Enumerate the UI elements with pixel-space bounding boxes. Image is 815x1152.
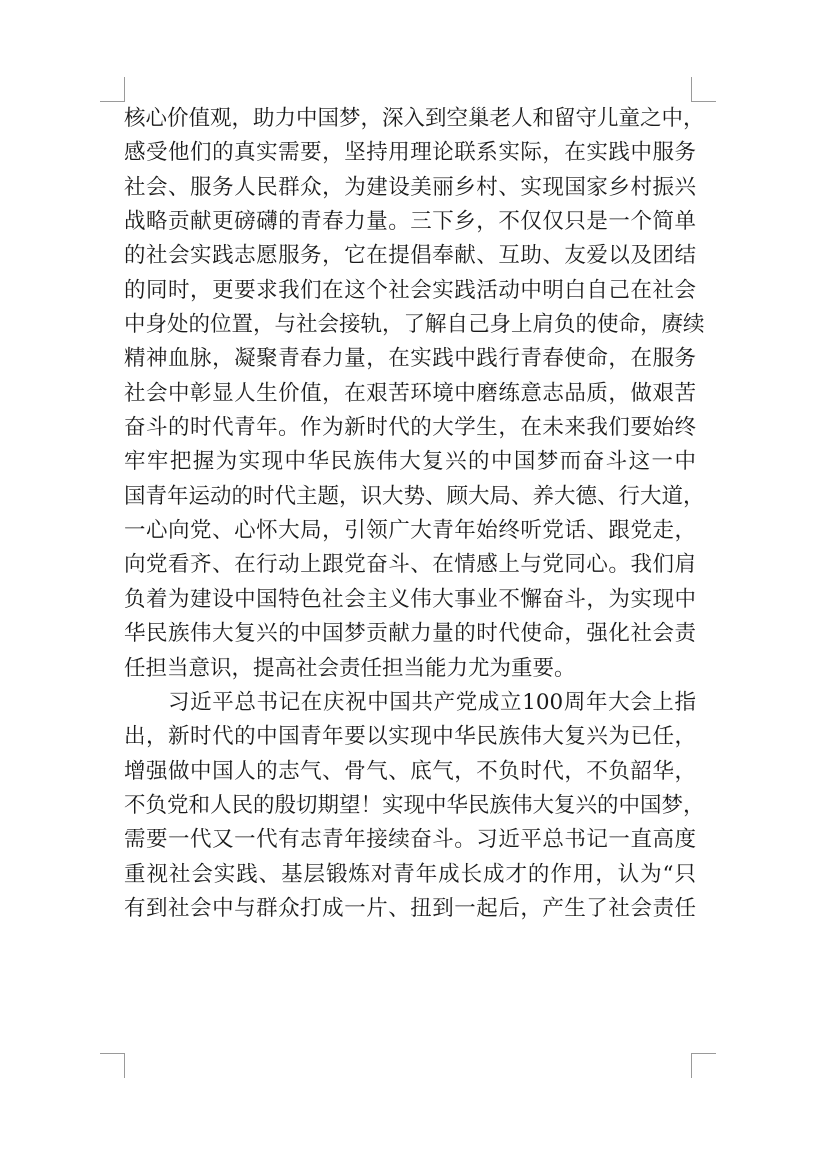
text-line: 社会中彰显人生价值，在艰苦环境中磨练意志品质，做艰苦	[124, 380, 696, 406]
text-line: 有到社会中与群众打成一片、扭到一起后，产生了社会责任	[124, 895, 696, 921]
text-line: 重视社会实践、基层锻炼对青年成长成才的作用，认为“只	[124, 861, 696, 887]
paragraph-start-line: 习近平总书记在庆祝中国共产党成立100周年大会上指	[168, 689, 696, 715]
text-line: 不负党和人民的殷切期望！实现中华民族伟大复兴的中国梦，	[124, 792, 705, 818]
text-line: 国青年运动的时代主题，识大势、顾大局、养大德、行大道，	[124, 483, 705, 509]
text-line: 向党看齐、在行动上跟党奋斗、在情感上与党同心。我们肩	[124, 552, 696, 578]
text-line: 的社会实践志愿服务，它在提倡奉献、互助、友爱以及团结	[124, 243, 696, 269]
text-line: 社会、服务人民群众，为建设美丽乡村、实现国家乡村振兴	[124, 174, 696, 200]
text-line: 核心价值观，助力中国梦，深入到空巢老人和留守儿童之中，	[124, 106, 705, 131]
text-line: 的同时，更要求我们在这个社会实践活动中明白自己在社会	[124, 277, 696, 303]
text-line: 一心向党、心怀大局，引领广大青年始终听党话、跟党走，	[124, 518, 696, 544]
text-line: 中身处的位置，与社会接轨，了解自己身上肩负的使命，赓续	[124, 312, 705, 338]
document-body	[124, 102, 705, 926]
text-line: 战略贡献更磅礴的青春力量。三下乡，不仅仅只是一个简单	[124, 209, 696, 235]
text-line: 牢牢把握为实现中华民族伟大复兴的中国梦而奋斗这一中	[124, 449, 696, 475]
text-line: 精神血脉，凝聚青春力量，在实践中践行青春使命，在服务	[124, 346, 696, 372]
text-line: 奋斗的时代青年。作为新时代的大学生，在未来我们要始终	[124, 415, 696, 441]
text-line: 需要一代又一代有志青年接续奋斗。习近平总书记一直高度	[124, 827, 696, 853]
text-line: 增强做中国人的志气、骨气、底气，不负时代，不负韶华，	[124, 758, 696, 784]
top-left-margin-mark	[100, 77, 125, 102]
text-line: 感受他们的真实需要，坚持用理论联系实际，在实践中服务	[124, 140, 696, 166]
paragraph-end-line: 任担当意识，提高社会责任担当能力尤为重要。	[124, 655, 576, 681]
text-line: 出，新时代的中国青年要以实现中华民族伟大复兴为已任，	[124, 724, 696, 750]
bottom-left-margin-mark	[100, 1053, 125, 1078]
top-right-margin-mark	[691, 77, 716, 102]
text-line: 负着为建设中国特色社会主义伟大事业不懈奋斗，为实现中	[124, 586, 696, 612]
text-line: 华民族伟大复兴的中国梦贡献力量的时代使命，强化社会责	[124, 621, 696, 647]
bottom-right-margin-mark	[691, 1053, 716, 1078]
